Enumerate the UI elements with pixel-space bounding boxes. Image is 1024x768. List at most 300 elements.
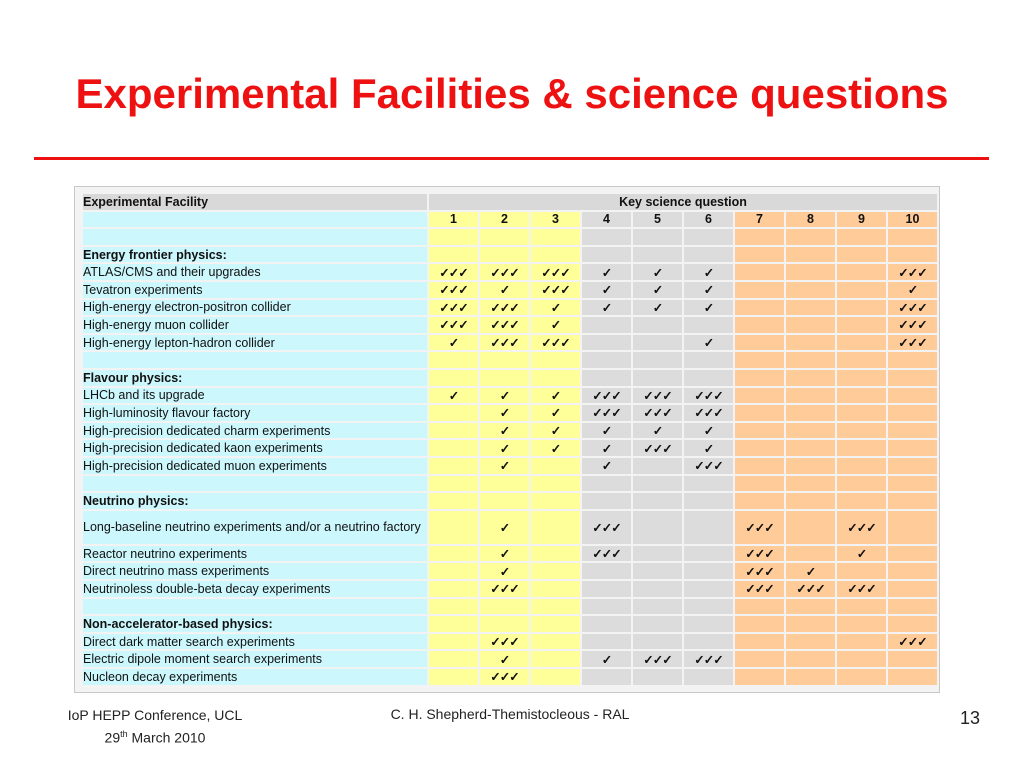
tick-cell-q2: ✓	[480, 423, 529, 439]
tick-cell-q3: ✓✓✓	[531, 264, 580, 280]
tick-cell-q9	[837, 599, 886, 615]
tick-cell-q5	[633, 352, 682, 368]
tick-cell-q2: ✓✓✓	[480, 300, 529, 316]
tick-cell-q4: ✓	[582, 300, 631, 316]
tick-cell-q1: ✓✓✓	[429, 264, 478, 280]
facility-label: High-luminosity flavour factory	[83, 405, 427, 421]
tick-cell-q5: ✓✓✓	[633, 405, 682, 421]
question-number-5: 5	[633, 212, 682, 228]
tick-cell-q7	[735, 458, 784, 474]
tick-cell-q9	[837, 300, 886, 316]
tick-cell-q3	[531, 476, 580, 492]
title-underline	[34, 157, 989, 160]
tick-cell-q7	[735, 493, 784, 509]
tick-cell-q4	[582, 370, 631, 386]
footer-date	[40, 725, 270, 748]
tick-cell-q8	[786, 388, 835, 404]
footer-conference-name: IoP HEPP Conference, UCL	[67, 707, 243, 723]
tick-cell-q9	[837, 634, 886, 650]
facility-label: ATLAS/CMS and their upgrades	[83, 264, 427, 280]
tick-cell-q8	[786, 634, 835, 650]
tick-cell-q8	[786, 440, 835, 456]
tick-cell-q6: ✓✓✓	[684, 388, 733, 404]
tick-cell-q2: ✓✓✓	[480, 634, 529, 650]
table-row	[83, 634, 937, 650]
tick-cell-q4	[582, 335, 631, 351]
blank-row	[83, 476, 937, 492]
tick-cell-q6	[684, 599, 733, 615]
tick-cell-q4	[582, 599, 631, 615]
table-row	[83, 423, 937, 439]
footer-conference	[40, 706, 270, 748]
tick-cell-q10	[888, 229, 937, 245]
tick-cell-q8: ✓	[786, 563, 835, 579]
tick-cell-q6	[684, 634, 733, 650]
question-number-9: 9	[837, 212, 886, 228]
tick-cell-q5	[633, 669, 682, 685]
tick-cell-q8	[786, 599, 835, 615]
tick-cell-q5	[633, 599, 682, 615]
tick-cell-q5	[633, 511, 682, 544]
tick-cell-q4: ✓	[582, 458, 631, 474]
tick-cell-q7: ✓✓✓	[735, 511, 784, 544]
tick-cell-q8	[786, 335, 835, 351]
tick-cell-q6	[684, 229, 733, 245]
tick-cell-q2: ✓	[480, 563, 529, 579]
blank-row	[83, 229, 937, 245]
facility-label: Neutrinoless double-beta decay experiments	[83, 581, 427, 597]
tick-cell-q7	[735, 669, 784, 685]
tick-cell-q10	[888, 388, 937, 404]
tick-cell-q9: ✓✓✓	[837, 581, 886, 597]
page-number: 13	[959, 708, 980, 728]
tick-cell-q1	[429, 352, 478, 368]
tick-cell-q8	[786, 458, 835, 474]
table-row	[83, 300, 937, 316]
tick-cell-q9	[837, 352, 886, 368]
tick-cell-q4	[582, 317, 631, 333]
facility-label	[83, 599, 427, 615]
section-label: Neutrino physics:	[83, 493, 427, 509]
tick-cell-q2: ✓	[480, 511, 529, 544]
facilities-table	[81, 192, 939, 687]
tick-cell-q4: ✓	[582, 651, 631, 667]
tick-cell-q8	[786, 669, 835, 685]
tick-cell-q2	[480, 493, 529, 509]
tick-cell-q10	[888, 511, 937, 544]
tick-cell-q8	[786, 317, 835, 333]
table-row	[83, 405, 937, 421]
facility-label: High-energy lepton-hadron collider	[83, 335, 427, 351]
tick-cell-q1	[429, 511, 478, 544]
tick-cell-q8	[786, 370, 835, 386]
tick-cell-q6: ✓✓✓	[684, 405, 733, 421]
tick-cell-q3	[531, 669, 580, 685]
tick-cell-q4	[582, 616, 631, 632]
tick-cell-q10	[888, 616, 937, 632]
tick-cell-q8	[786, 405, 835, 421]
tick-cell-q1: ✓✓✓	[429, 317, 478, 333]
tick-cell-q1	[429, 370, 478, 386]
tick-cell-q1	[429, 440, 478, 456]
tick-cell-q10	[888, 563, 937, 579]
tick-cell-q6	[684, 563, 733, 579]
footer-date-rest: March 2010	[127, 729, 206, 746]
tick-cell-q7	[735, 247, 784, 263]
tick-cell-q3: ✓✓✓	[531, 282, 580, 298]
tick-cell-q1	[429, 476, 478, 492]
tick-cell-q5: ✓✓✓	[633, 440, 682, 456]
question-number-10: 10	[888, 212, 937, 228]
tick-cell-q5: ✓	[633, 423, 682, 439]
tick-cell-q10	[888, 405, 937, 421]
tick-cell-q1: ✓	[429, 388, 478, 404]
tick-cell-q1	[429, 599, 478, 615]
tick-cell-q9	[837, 563, 886, 579]
tick-cell-q9	[837, 669, 886, 685]
section-row	[83, 247, 937, 263]
tick-cell-q3: ✓	[531, 300, 580, 316]
tick-cell-q6	[684, 581, 733, 597]
table-row	[83, 388, 937, 404]
facility-label: High-energy muon collider	[83, 317, 427, 333]
tick-cell-q1	[429, 546, 478, 562]
tick-cell-q5: ✓	[633, 282, 682, 298]
tick-cell-q8	[786, 300, 835, 316]
tick-cell-q2	[480, 370, 529, 386]
tick-cell-q5: ✓✓✓	[633, 388, 682, 404]
tick-cell-q4: ✓✓✓	[582, 546, 631, 562]
tick-cell-q6	[684, 511, 733, 544]
tick-cell-q2	[480, 599, 529, 615]
tick-cell-q9	[837, 282, 886, 298]
tick-cell-q9	[837, 476, 886, 492]
tick-cell-q7	[735, 423, 784, 439]
footer-author: C. H. Shepherd-Themistocleous - RAL	[390, 706, 630, 722]
tick-cell-q6: ✓	[684, 440, 733, 456]
table-row	[83, 282, 937, 298]
tick-cell-q3	[531, 247, 580, 263]
tick-cell-q6: ✓✓✓	[684, 458, 733, 474]
tick-cell-q4	[582, 229, 631, 245]
tick-cell-q10	[888, 651, 937, 667]
header-experimental-facility: Experimental Facility	[83, 194, 427, 210]
tick-cell-q6: ✓	[684, 282, 733, 298]
question-number-2: 2	[480, 212, 529, 228]
tick-cell-q6: ✓	[684, 264, 733, 280]
question-number-6: 6	[684, 212, 733, 228]
tick-cell-q10	[888, 440, 937, 456]
tick-cell-q10: ✓✓✓	[888, 317, 937, 333]
tick-cell-q2: ✓	[480, 546, 529, 562]
tick-cell-q6	[684, 476, 733, 492]
tick-cell-q2	[480, 229, 529, 245]
tick-cell-q7	[735, 352, 784, 368]
tick-cell-q5	[633, 229, 682, 245]
tick-cell-q4	[582, 476, 631, 492]
tick-cell-q3	[531, 599, 580, 615]
tick-cell-q5: ✓	[633, 264, 682, 280]
tick-cell-q5	[633, 493, 682, 509]
tick-cell-q8	[786, 493, 835, 509]
tick-cell-q5: ✓✓✓	[633, 651, 682, 667]
tick-cell-q6	[684, 546, 733, 562]
tick-cell-q7	[735, 317, 784, 333]
tick-cell-q2	[480, 476, 529, 492]
tick-cell-q3	[531, 651, 580, 667]
tick-cell-q7	[735, 300, 784, 316]
question-number-7: 7	[735, 212, 784, 228]
tick-cell-q9	[837, 651, 886, 667]
tick-cell-q3: ✓	[531, 423, 580, 439]
facility-label: Electric dipole moment search experiments	[83, 651, 427, 667]
question-number-4: 4	[582, 212, 631, 228]
section-row	[83, 370, 937, 386]
facility-label: Direct neutrino mass experiments	[83, 563, 427, 579]
tick-cell-q5	[633, 335, 682, 351]
tick-cell-q7	[735, 282, 784, 298]
tick-cell-q8	[786, 616, 835, 632]
tick-cell-q10: ✓✓✓	[888, 300, 937, 316]
tick-cell-q7	[735, 440, 784, 456]
tick-cell-q4	[582, 634, 631, 650]
tick-cell-q7	[735, 370, 784, 386]
tick-cell-q5	[633, 546, 682, 562]
table-row	[83, 669, 937, 685]
tick-cell-q9	[837, 458, 886, 474]
tick-cell-q4	[582, 563, 631, 579]
tick-cell-q7	[735, 264, 784, 280]
tick-cell-q6: ✓✓✓	[684, 651, 733, 667]
tick-cell-q10	[888, 352, 937, 368]
tick-cell-q9	[837, 264, 886, 280]
tick-cell-q3	[531, 511, 580, 544]
question-number-1: 1	[429, 212, 478, 228]
tick-cell-q2: ✓✓✓	[480, 581, 529, 597]
facility-label: High-precision dedicated charm experiments	[83, 423, 427, 439]
tick-cell-q7	[735, 599, 784, 615]
table-row	[83, 546, 937, 562]
tick-cell-q4: ✓	[582, 423, 631, 439]
tick-cell-q8	[786, 247, 835, 263]
tick-cell-q10	[888, 599, 937, 615]
tick-cell-q6	[684, 669, 733, 685]
tick-cell-q8	[786, 423, 835, 439]
tick-cell-q2: ✓✓✓	[480, 317, 529, 333]
tick-cell-q5	[633, 458, 682, 474]
tick-cell-q9	[837, 335, 886, 351]
tick-cell-q1	[429, 458, 478, 474]
tick-cell-q4	[582, 352, 631, 368]
tick-cell-q4	[582, 669, 631, 685]
tick-cell-q3: ✓	[531, 440, 580, 456]
tick-cell-q4	[582, 581, 631, 597]
slide-title: Experimental Facilities & science questions	[75, 70, 949, 117]
tick-cell-q1	[429, 247, 478, 263]
tick-cell-q3: ✓✓✓	[531, 335, 580, 351]
tick-cell-q4: ✓✓✓	[582, 388, 631, 404]
tick-cell-q1	[429, 229, 478, 245]
tick-cell-q6	[684, 352, 733, 368]
tick-cell-q8	[786, 546, 835, 562]
facility-label: High-precision dedicated muon experiments	[83, 458, 427, 474]
blank-row	[83, 352, 937, 368]
question-number-3: 3	[531, 212, 580, 228]
tick-cell-q9: ✓✓✓	[837, 511, 886, 544]
table-row	[83, 458, 937, 474]
tick-cell-q8: ✓✓✓	[786, 581, 835, 597]
tick-cell-q5	[633, 247, 682, 263]
facilities-table-panel	[74, 186, 940, 693]
tick-cell-q6: ✓	[684, 300, 733, 316]
tick-cell-q2: ✓	[480, 282, 529, 298]
tick-cell-q9	[837, 405, 886, 421]
tick-cell-q9	[837, 247, 886, 263]
tick-cell-q9	[837, 317, 886, 333]
tick-cell-q2: ✓	[480, 388, 529, 404]
tick-cell-q1	[429, 581, 478, 597]
tick-cell-q7	[735, 616, 784, 632]
tick-cell-q1	[429, 493, 478, 509]
tick-cell-q10	[888, 493, 937, 509]
facility-label	[83, 229, 427, 245]
table-row	[83, 440, 937, 456]
tick-cell-q1: ✓	[429, 335, 478, 351]
tick-cell-q1	[429, 634, 478, 650]
facility-label: Direct dark matter search experiments	[83, 634, 427, 650]
tick-cell-q9	[837, 370, 886, 386]
tick-cell-q3: ✓	[531, 317, 580, 333]
tick-cell-q8	[786, 229, 835, 245]
tick-cell-q3	[531, 352, 580, 368]
tick-cell-q9: ✓	[837, 546, 886, 562]
table-row	[83, 651, 937, 667]
tick-cell-q3	[531, 229, 580, 245]
tick-cell-q4: ✓✓✓	[582, 511, 631, 544]
tick-cell-q8	[786, 352, 835, 368]
tick-cell-q7	[735, 388, 784, 404]
tick-cell-q3	[531, 458, 580, 474]
tick-cell-q10	[888, 546, 937, 562]
tick-cell-q10: ✓✓✓	[888, 634, 937, 650]
tick-cell-q9	[837, 423, 886, 439]
tick-cell-q5	[633, 370, 682, 386]
tick-cell-q7	[735, 405, 784, 421]
tick-cell-q5	[633, 563, 682, 579]
tick-cell-q3	[531, 546, 580, 562]
tick-cell-q5	[633, 317, 682, 333]
question-number-spacer	[83, 212, 427, 228]
tick-cell-q4	[582, 247, 631, 263]
table-row	[83, 581, 937, 597]
tick-cell-q6: ✓	[684, 423, 733, 439]
tick-cell-q10	[888, 476, 937, 492]
tick-cell-q7: ✓✓✓	[735, 581, 784, 597]
tick-cell-q1	[429, 405, 478, 421]
tick-cell-q10	[888, 669, 937, 685]
table-row	[83, 264, 937, 280]
tick-cell-q10	[888, 247, 937, 263]
tick-cell-q10: ✓	[888, 282, 937, 298]
tick-cell-q8	[786, 282, 835, 298]
tick-cell-q10	[888, 423, 937, 439]
table-row	[83, 335, 937, 351]
facility-label: Tevatron experiments	[83, 282, 427, 298]
tick-cell-q1: ✓✓✓	[429, 282, 478, 298]
facility-label	[83, 352, 427, 368]
tick-cell-q7: ✓✓✓	[735, 563, 784, 579]
tick-cell-q9	[837, 388, 886, 404]
tick-cell-q7: ✓✓✓	[735, 546, 784, 562]
facility-label: Long-baseline neutrino experiments and/or a neutrino factory	[83, 511, 427, 544]
tick-cell-q2: ✓	[480, 405, 529, 421]
tick-cell-q2	[480, 247, 529, 263]
facility-label	[83, 476, 427, 492]
tick-cell-q9	[837, 493, 886, 509]
tick-cell-q10	[888, 370, 937, 386]
tick-cell-q2: ✓✓✓	[480, 264, 529, 280]
tick-cell-q2	[480, 352, 529, 368]
tick-cell-q5	[633, 616, 682, 632]
tick-cell-q4: ✓	[582, 282, 631, 298]
tick-cell-q9	[837, 616, 886, 632]
tick-cell-q8	[786, 264, 835, 280]
table-row	[83, 511, 937, 544]
tick-cell-q10: ✓✓✓	[888, 264, 937, 280]
facility-label: LHCb and its upgrade	[83, 388, 427, 404]
tick-cell-q6	[684, 616, 733, 632]
tick-cell-q3	[531, 616, 580, 632]
tick-cell-q4	[582, 493, 631, 509]
facility-label: High-energy electron-positron collider	[83, 300, 427, 316]
tick-cell-q7	[735, 651, 784, 667]
footer-date-day: 29	[104, 729, 121, 746]
tick-cell-q7	[735, 476, 784, 492]
tick-cell-q6	[684, 493, 733, 509]
tick-cell-q3	[531, 370, 580, 386]
tick-cell-q7	[735, 634, 784, 650]
tick-cell-q5	[633, 581, 682, 597]
tick-cell-q5	[633, 476, 682, 492]
tick-cell-q3	[531, 581, 580, 597]
tick-cell-q2	[480, 616, 529, 632]
tick-cell-q4: ✓	[582, 264, 631, 280]
tick-cell-q10	[888, 581, 937, 597]
tick-cell-q8	[786, 651, 835, 667]
tick-cell-q3	[531, 563, 580, 579]
tick-cell-q9	[837, 440, 886, 456]
tick-cell-q1	[429, 669, 478, 685]
section-row	[83, 616, 937, 632]
tick-cell-q1	[429, 651, 478, 667]
tick-cell-q2: ✓	[480, 440, 529, 456]
section-row	[83, 493, 937, 509]
blank-row	[83, 599, 937, 615]
table-row	[83, 563, 937, 579]
tick-cell-q3	[531, 493, 580, 509]
tick-cell-q8	[786, 511, 835, 544]
tick-cell-q9	[837, 229, 886, 245]
tick-cell-q10: ✓✓✓	[888, 335, 937, 351]
section-label: Non-accelerator-based physics:	[83, 616, 427, 632]
tick-cell-q4: ✓✓✓	[582, 405, 631, 421]
tick-cell-q8	[786, 476, 835, 492]
table-header-row	[83, 194, 937, 210]
tick-cell-q7	[735, 335, 784, 351]
tick-cell-q2: ✓	[480, 651, 529, 667]
tick-cell-q1	[429, 423, 478, 439]
tick-cell-q10	[888, 458, 937, 474]
